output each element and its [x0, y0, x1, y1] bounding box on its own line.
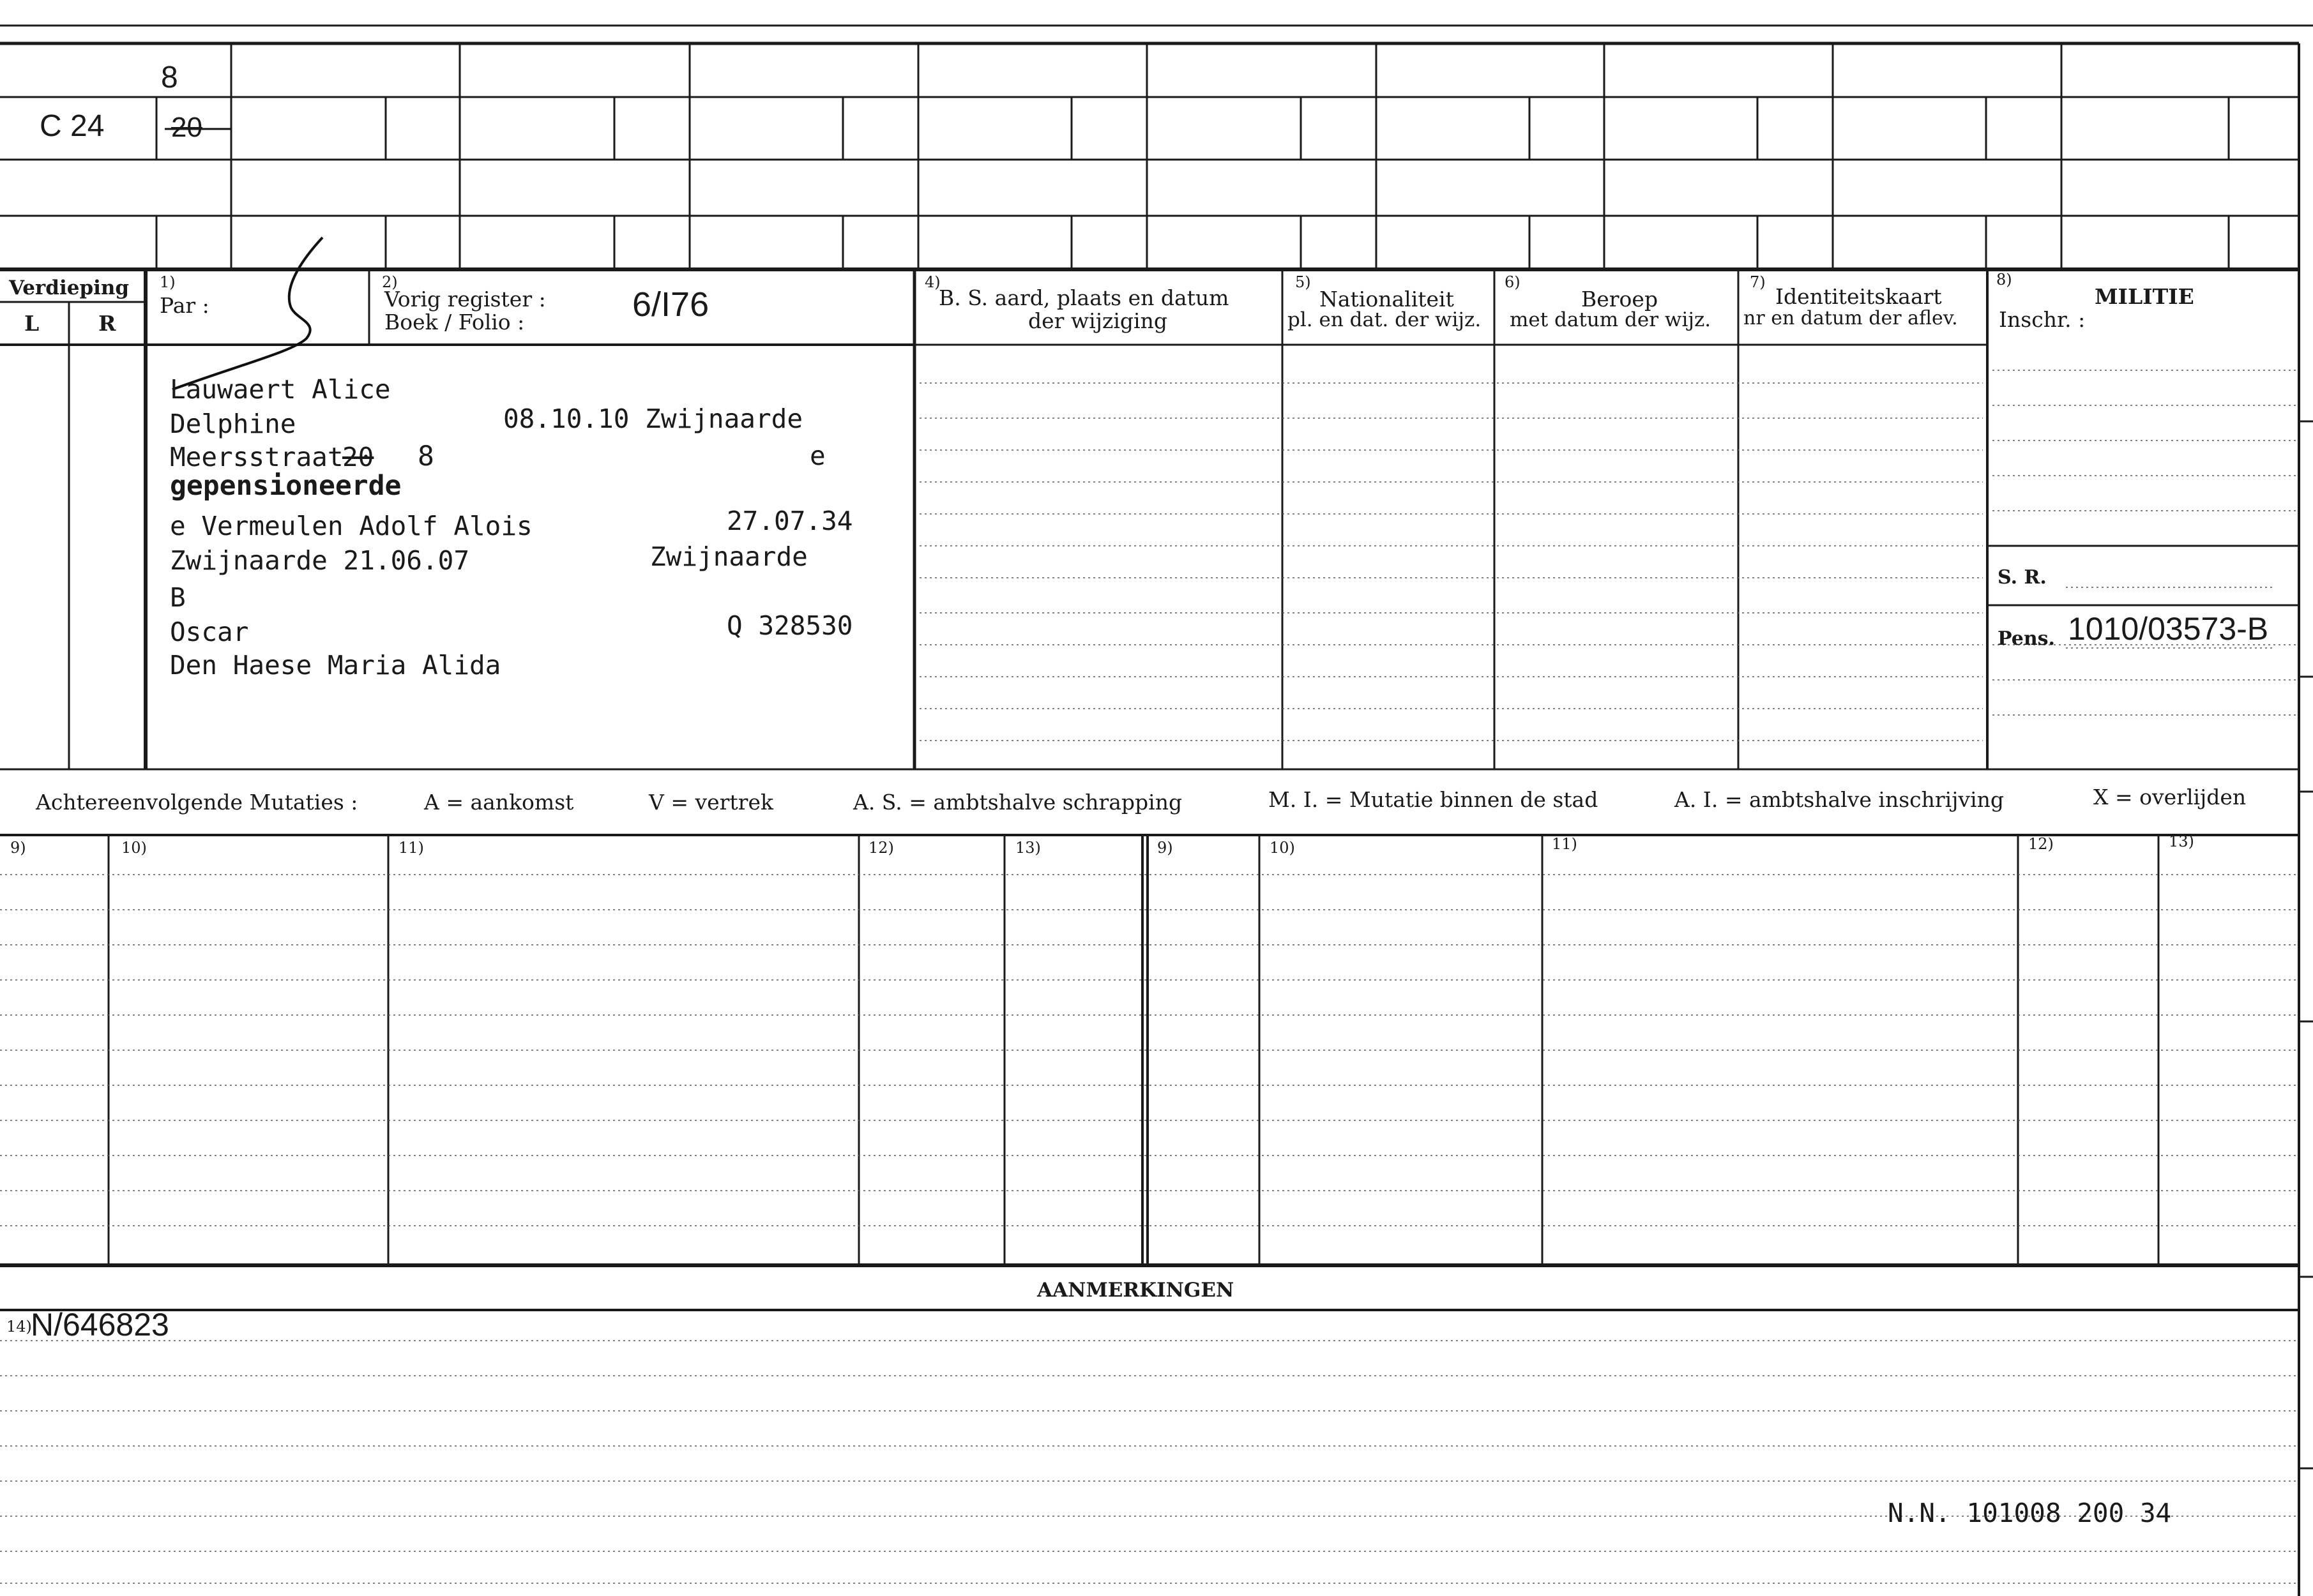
- field-4-number: 4): [925, 273, 941, 291]
- nationality-code: B: [170, 582, 186, 613]
- nat-header-line1: Nationaliteit: [1319, 287, 1454, 312]
- inschr-label: Inschr. :: [1999, 307, 2086, 332]
- col-11-left: 11): [398, 839, 424, 857]
- right-label: R: [98, 311, 116, 336]
- field-8-number: 8): [1996, 271, 2012, 289]
- pension-number: 1010/03573-B: [2068, 611, 2269, 647]
- spouse-birth: Zwijnaarde 21.06.07: [170, 545, 469, 576]
- nat-header-line2: pl. en dat. der wijz.: [1287, 308, 1482, 331]
- street-name: Meersstraat: [170, 442, 344, 472]
- bs-header-line1: B. S. aard, plaats en datum: [939, 285, 1229, 310]
- vorig-register-label: Vorig register :: [384, 287, 546, 312]
- boek-folio-label: Boek / Folio :: [384, 310, 525, 335]
- row1-number: 8: [161, 61, 178, 94]
- pens-label: Pens.: [1998, 628, 2055, 650]
- occupation: gepensioneerde: [170, 470, 402, 502]
- father-name: Oscar: [170, 617, 249, 647]
- field-14-number: 14): [6, 1318, 32, 1336]
- id-header-line2: nr en datum der aflev.: [1743, 307, 1958, 329]
- field-2-number: 2): [382, 273, 398, 291]
- remarks-title: AANMERKINGEN: [1037, 1279, 1234, 1302]
- legend-vertrek: V = vertrek: [649, 790, 773, 815]
- national-number: N.N. 101008 200 34: [1888, 1498, 2172, 1528]
- birth-date-place: 08.10.10 Zwijnaarde: [503, 403, 803, 434]
- mutations-title: Achtereenvolgende Mutaties :: [36, 790, 358, 815]
- field-6-number: 6): [1505, 273, 1521, 291]
- par-label: Par :: [160, 293, 209, 318]
- person-second-name: Delphine: [170, 409, 296, 439]
- field-7-number: 7): [1750, 273, 1766, 291]
- bs-header-line2: der wijziging: [1028, 308, 1167, 333]
- legend-aankomst: A = aankomst: [424, 790, 574, 815]
- n-code: N/646823: [31, 1307, 169, 1343]
- left-label: L: [24, 311, 40, 336]
- col-13-right: 13): [2169, 832, 2194, 850]
- col-12-right: 12): [2028, 835, 2054, 853]
- old-house-number: 20: [342, 442, 374, 472]
- field-5-number: 5): [1295, 273, 1311, 291]
- sr-label: S. R.: [1998, 566, 2047, 589]
- register-value: 6/I76: [632, 285, 709, 324]
- id-card-number: Q 328530: [727, 610, 853, 641]
- col-9-right: 9): [1157, 839, 1173, 857]
- col-10-right: 10): [1270, 839, 1295, 857]
- person-name: Lauwaert Alice: [170, 374, 391, 405]
- col-10-left: 10): [121, 839, 147, 857]
- code-number: C 24: [40, 109, 105, 143]
- marriage-place: Zwijnaarde: [650, 541, 808, 572]
- house-number: 8: [418, 440, 434, 472]
- legend-mutatie-binnen-stad: M. I. = Mutatie binnen de stad: [1268, 787, 1598, 812]
- beroep-header-line2: met datum der wijz.: [1510, 308, 1711, 331]
- col-11-right: 11): [1552, 835, 1577, 853]
- beroep-header-line1: Beroep: [1581, 287, 1658, 312]
- legend-ambtshalve-schrapping: A. S. = ambtshalve schrapping: [853, 790, 1183, 815]
- col-13-left: 13): [1015, 839, 1041, 857]
- col-9-left: 9): [10, 839, 26, 857]
- militie-label: MILITIE: [2095, 284, 2194, 309]
- id-header-line1: Identiteitskaart: [1775, 284, 1942, 309]
- verdieping-label: Verdieping: [9, 276, 130, 299]
- legend-ambtshalve-inschrijving: A. I. = ambtshalve inschrijving: [1674, 787, 2005, 812]
- col-12-left: 12): [868, 839, 894, 857]
- row2-number: 20: [171, 112, 202, 143]
- spouse-name: e Vermeulen Adolf Alois: [170, 511, 533, 541]
- legend-overlijden: X = overlijden: [2093, 785, 2247, 809]
- field-1-number: 1): [160, 273, 176, 291]
- e-mark: e: [810, 440, 826, 471]
- marriage-date: 27.07.34: [727, 506, 853, 536]
- mother-name: Den Haese Maria Alida: [170, 650, 501, 681]
